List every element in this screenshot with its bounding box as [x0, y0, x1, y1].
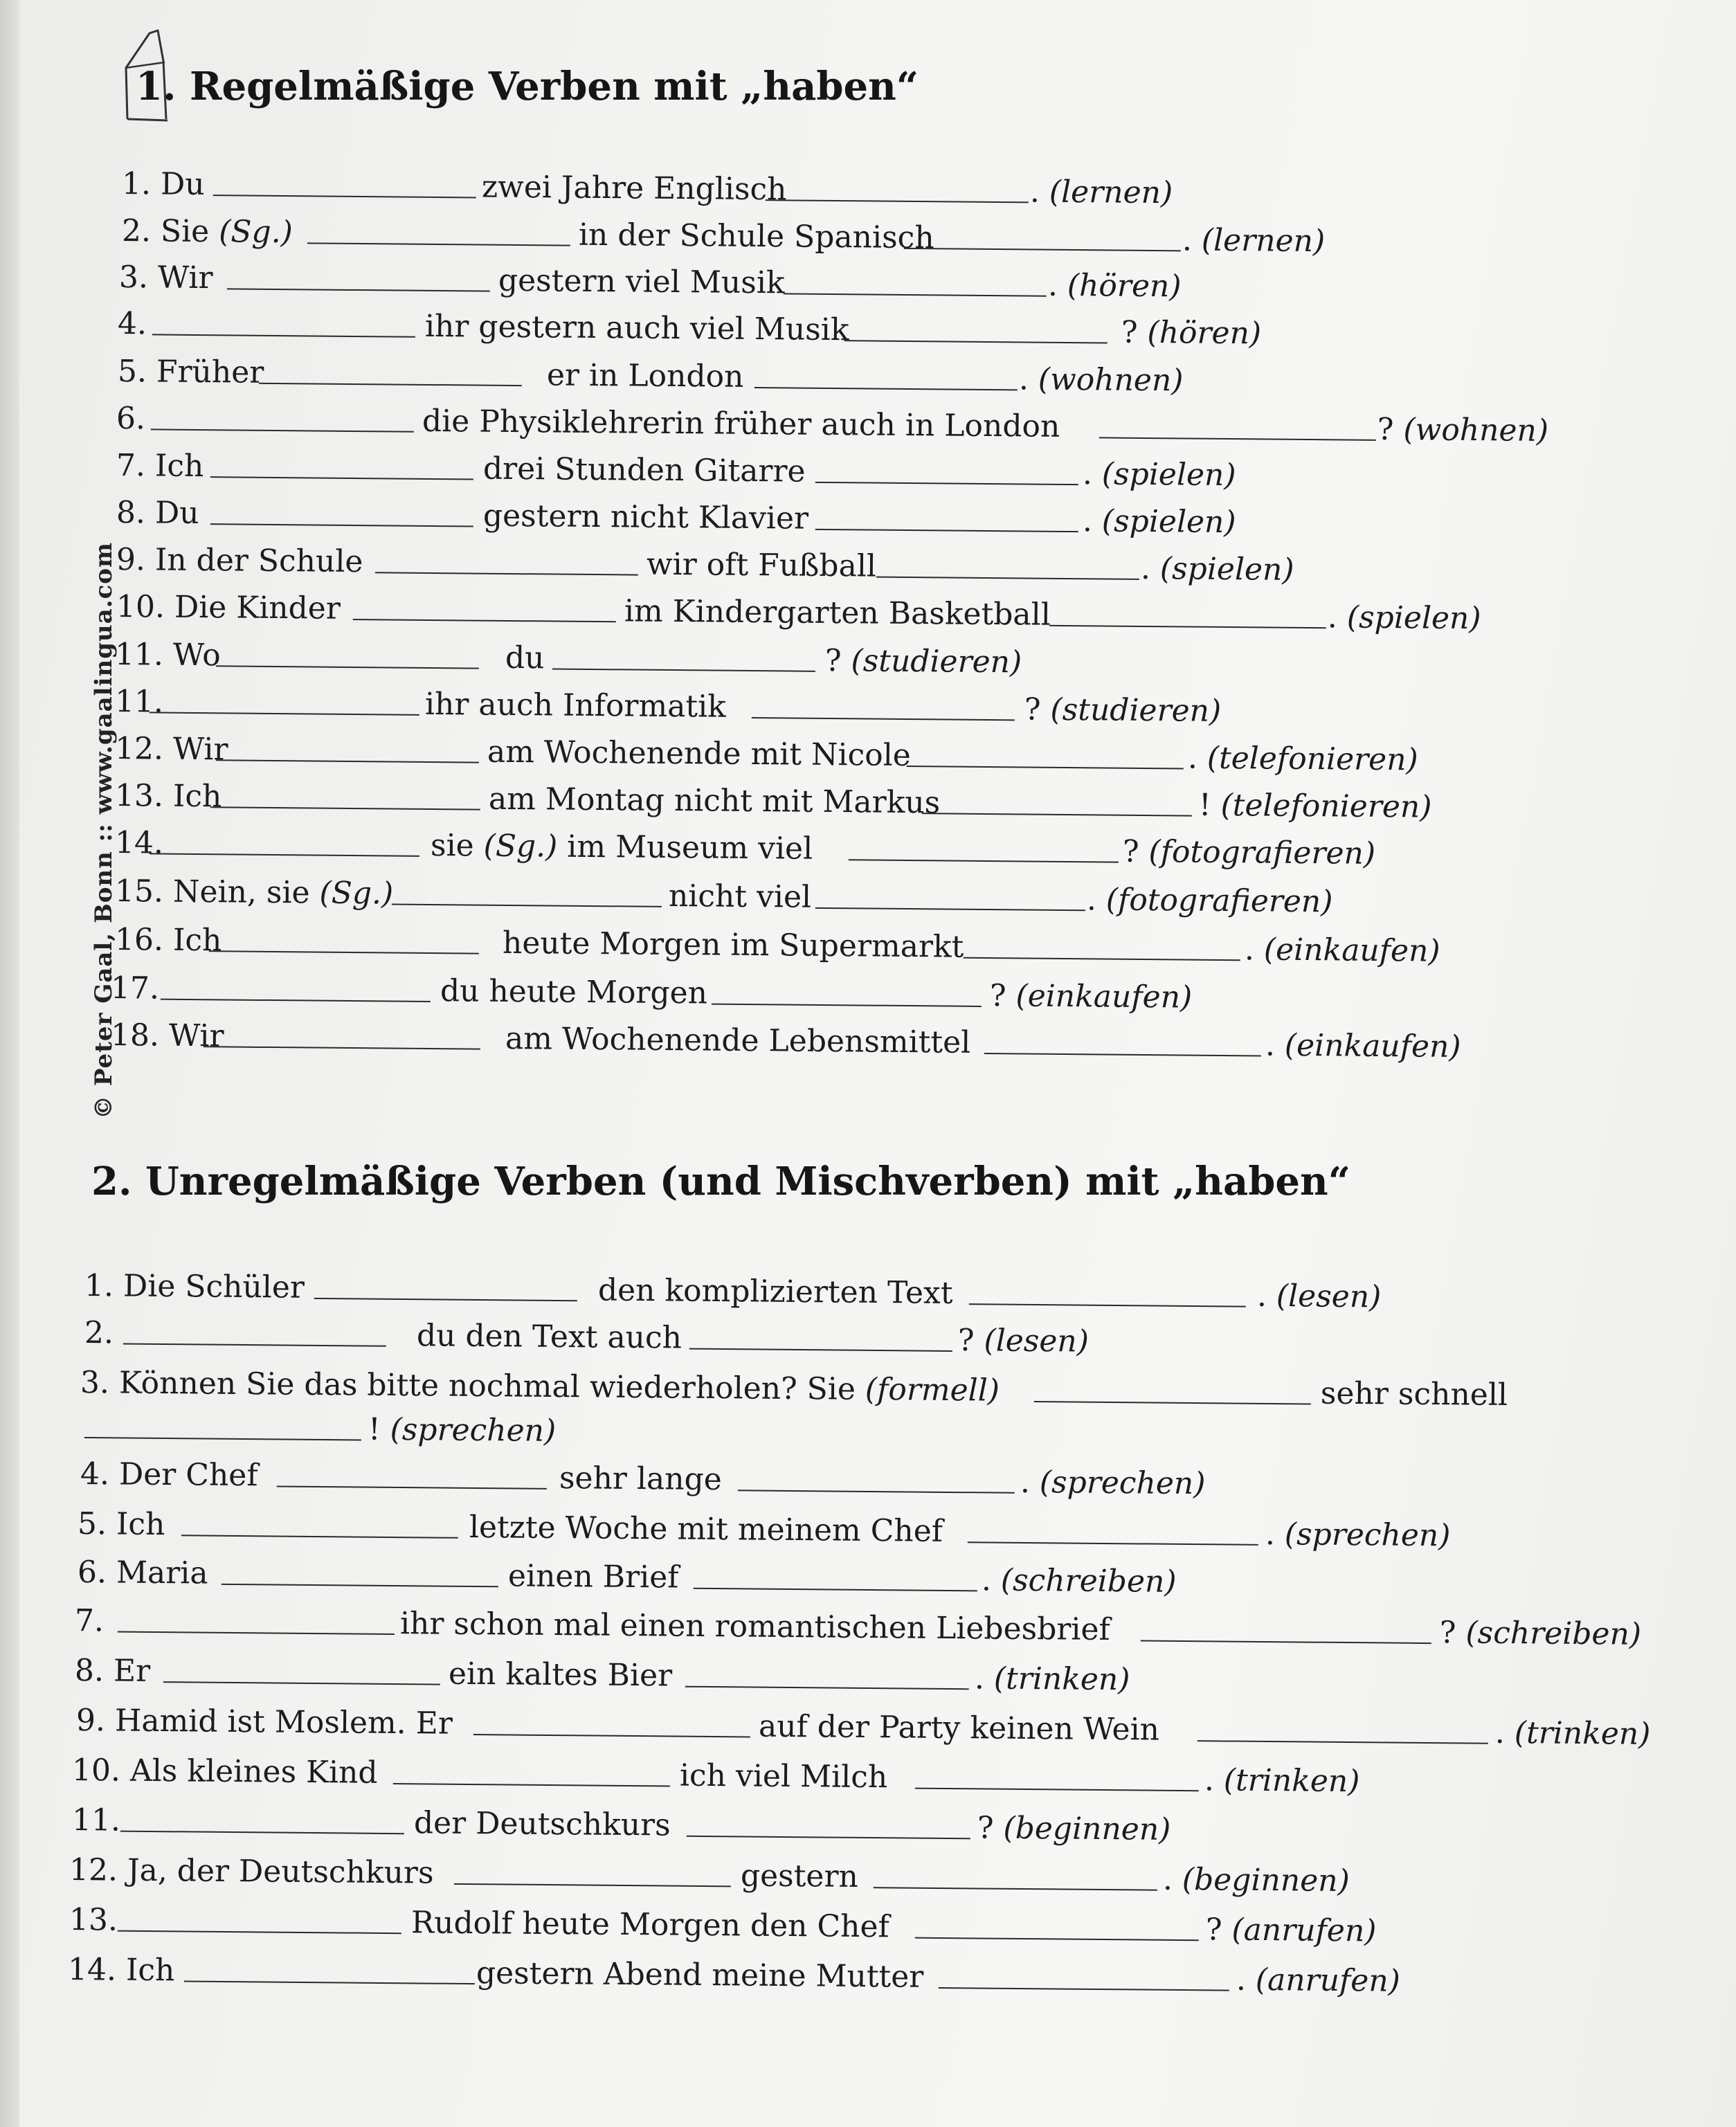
item-prompt: 10. Als kleines Kind — [71, 1753, 378, 1791]
answer-blank-participle[interactable] — [915, 1788, 1199, 1792]
answer-blank-verb[interactable] — [353, 619, 616, 622]
answer-blank-verb[interactable] — [210, 806, 480, 810]
item-verb-hint: . (wohnen) — [1018, 361, 1184, 399]
item-middle-text: drei Stunden Gitarre — [482, 451, 806, 489]
item-verb-hint: ? (studieren) — [824, 642, 1022, 680]
item-prompt: 4. — [117, 306, 147, 342]
item-middle-text: sie (Sg.) im Museum viel — [430, 827, 813, 867]
answer-blank-participle[interactable] — [984, 1053, 1261, 1056]
item-middle-text: gestern Abend meine Mutter — [476, 1955, 924, 1995]
answer-blank-verb[interactable] — [259, 383, 522, 386]
answer-blank-verb[interactable] — [375, 572, 638, 575]
item-verb-hint: . (sprechen) — [1020, 1464, 1206, 1502]
item-prompt: 6. — [116, 401, 146, 437]
answer-blank-verb[interactable] — [216, 665, 479, 669]
item-prompt: 5. Ich — [77, 1506, 165, 1543]
item-prompt: 4. Der Chef — [80, 1456, 258, 1494]
answer-blank-participle[interactable] — [874, 1887, 1157, 1891]
item-prompt: 11. — [71, 1802, 121, 1838]
item-prompt: 8. Er — [74, 1653, 151, 1689]
item-prompt: 8. Du — [116, 495, 199, 532]
answer-blank-participle[interactable] — [815, 529, 1078, 532]
answer-blank-participle[interactable] — [689, 1348, 952, 1352]
answer-blank-verb[interactable] — [314, 1298, 577, 1301]
item-verb-hint: ? (fotografieren) — [1122, 833, 1376, 871]
answer-blank-verb[interactable] — [161, 999, 431, 1002]
item-prompt: 6. Maria — [77, 1555, 208, 1591]
item-prompt: 14. — [114, 825, 164, 861]
answer-blank-participle[interactable] — [939, 1987, 1229, 1991]
answer-blank-participle[interactable] — [685, 1686, 969, 1690]
answer-blank-participle[interactable] — [1049, 625, 1326, 628]
answer-blank-verb[interactable] — [277, 1485, 547, 1489]
item-verb-hint: ? (hören) — [1121, 314, 1262, 352]
answer-blank-participle[interactable] — [815, 482, 1078, 485]
item-verb-hint: . (spielen) — [1327, 599, 1481, 637]
answer-blank-verb[interactable] — [307, 242, 570, 246]
item-middle-text: am Wochenende mit Nicole — [487, 734, 912, 774]
item-middle-text: im Kindergarten Basketball — [624, 593, 1051, 633]
item-verb-hint: . (telefonieren) — [1187, 740, 1418, 778]
item-middle-text: sehr lange — [559, 1460, 723, 1498]
item-prompt: 13. Ich — [114, 778, 222, 815]
item-verb-hint: ! (sprechen) — [368, 1411, 557, 1449]
answer-blank-participle[interactable] — [1197, 1740, 1488, 1744]
item-prompt: 17. — [110, 970, 160, 1006]
answer-blank-verb[interactable] — [118, 1930, 401, 1935]
answer-blank-participle[interactable] — [752, 717, 1015, 721]
answer-blank-verb[interactable] — [204, 1046, 480, 1049]
item-prompt: 1. Die Schüler — [84, 1268, 305, 1305]
item-verb-hint: . (schreiben) — [981, 1562, 1177, 1600]
item-middle-text: auf der Party keinen Wein — [758, 1708, 1160, 1748]
item-verb-hint: . (lernen) — [1182, 222, 1326, 260]
item-prompt: 16. Ich — [114, 922, 222, 959]
answer-blank-participle[interactable] — [754, 387, 1018, 390]
item-middle-text: gestern — [740, 1858, 859, 1894]
answer-blank-verb[interactable] — [210, 523, 473, 527]
item-prompt: 7. Ich — [116, 448, 204, 485]
item-verb-hint: ? (wohnen) — [1377, 411, 1549, 449]
item-verb-hint: . (einkaufen) — [1265, 1027, 1461, 1065]
section-1-number: 1. — [136, 64, 177, 109]
answer-blank-verb[interactable] — [118, 1631, 395, 1635]
item-middle-text: die Physiklehrerin früher auch in London — [422, 403, 1060, 444]
item-middle-text: ein kaltes Bier — [448, 1656, 673, 1694]
item-middle-text: du heute Morgen — [440, 973, 708, 1011]
section-1-title — [136, 64, 919, 109]
item-verb-hint: ? (schreiben) — [1439, 1615, 1642, 1652]
answer-blank-participle[interactable] — [876, 577, 1139, 580]
item-verb-hint: ? (beginnen) — [977, 1810, 1171, 1847]
item-middle-text: sehr schnell — [1320, 1375, 1508, 1413]
item-middle-text: ich viel Milch — [679, 1757, 888, 1795]
answer-blank-participle[interactable] — [738, 1490, 1015, 1493]
section-1-heading: Regelmäßige Verben mit „haben“ — [189, 64, 919, 109]
answer-blank-verb[interactable] — [216, 759, 479, 763]
item-prompt: 12. Wir — [114, 731, 228, 768]
item-middle-text: in der Schule Spanisch — [578, 217, 934, 256]
item-prompt: 10. Die Kinder — [116, 589, 341, 626]
section-2-title: 2. Unregelmäßige Verben (und Mischverben) mit „haben“ — [91, 1159, 1350, 1204]
answer-blank-participle[interactable] — [964, 957, 1240, 961]
answer-blank-participle[interactable] — [687, 1836, 970, 1840]
item-middle-text: er in London — [546, 357, 744, 395]
item-middle-text: der Deutschkurs — [413, 1805, 671, 1843]
item-prompt: 15. Nein, sie (Sg.) — [114, 874, 394, 912]
item-prompt: 7. — [74, 1603, 105, 1639]
answer-blank-participle[interactable] — [907, 766, 1184, 769]
item-middle-text: ihr auch Informatik — [424, 686, 727, 725]
answer-blank-participle[interactable] — [815, 907, 1085, 911]
item-middle-text: den komplizierten Text — [597, 1272, 953, 1311]
answer-blank-participle[interactable] — [968, 1541, 1258, 1546]
item-prompt: 2. Sie (Sg.) — [121, 213, 293, 251]
answer-blank-verb[interactable] — [209, 950, 479, 954]
answer-blank-verb[interactable] — [210, 476, 473, 480]
item-verb-hint: ? (anrufen) — [1205, 1912, 1377, 1949]
answer-blank-participle[interactable] — [922, 813, 1192, 816]
answer-blank-participle[interactable] — [1099, 437, 1376, 440]
item-verb-hint: . (spielen) — [1082, 503, 1236, 541]
item-verb-hint: ? (einkaufen) — [989, 978, 1193, 1015]
answer-blank-participle[interactable] — [694, 1588, 977, 1592]
item-verb-hint: ! (telefonieren) — [1198, 787, 1432, 825]
answer-blank-verb[interactable] — [163, 1681, 440, 1685]
answer-blank-verb[interactable] — [152, 334, 415, 337]
item-verb-hint: . (sprechen) — [1265, 1516, 1451, 1554]
item-prompt: 12. Ja, der Deutschkurs — [69, 1852, 434, 1891]
item-middle-text: nicht viel — [668, 878, 812, 915]
item-prompt: 3. Wir — [118, 260, 213, 296]
item-middle-text: du — [505, 640, 545, 676]
item-middle-text: gestern nicht Klavier — [482, 498, 809, 536]
item-middle-text: am Montag nicht mit Markus — [488, 781, 941, 821]
answer-blank-verb[interactable] — [454, 1883, 731, 1887]
answer-blank-verb[interactable] — [150, 853, 419, 856]
answer-blank-verb[interactable] — [393, 1783, 670, 1786]
answer-blank-verb[interactable] — [120, 1831, 404, 1835]
item-verb-hint: ? (studieren) — [1024, 691, 1222, 729]
item-middle-text: einen Brief — [507, 1558, 679, 1595]
answer-blank-verb[interactable] — [213, 194, 476, 198]
item-verb-hint: . (spielen) — [1140, 550, 1294, 588]
binder-edge — [0, 0, 19, 2127]
answer-blank-verb[interactable] — [151, 428, 414, 432]
item-prompt: 18. Wir — [110, 1017, 224, 1054]
item-prompt: 9. In der Schule — [116, 542, 363, 580]
item-middle-text: ihr schon mal einen romantischen Liebesbrief — [399, 1606, 1111, 1648]
item-verb-hint: . (lesen) — [1256, 1278, 1382, 1315]
answer-blank-verb[interactable] — [181, 1535, 458, 1538]
item-middle-text: wir oft Fußball — [646, 546, 877, 584]
answer-blank-verb[interactable] — [221, 1584, 498, 1587]
answer-blank-participle[interactable] — [849, 859, 1119, 862]
item-verb-hint: . (beginnen) — [1162, 1861, 1350, 1899]
answer-blank-verb[interactable] — [392, 903, 662, 907]
item-middle-text: Rudolf heute Morgen den Chef — [410, 1905, 890, 1945]
answer-blank-participle[interactable] — [552, 669, 815, 672]
answer-blank-participle[interactable] — [904, 248, 1181, 251]
item-verb-hint: . (trinken) — [974, 1660, 1130, 1698]
answer-blank-verb[interactable] — [123, 1343, 386, 1346]
answer-blank-participle[interactable] — [766, 199, 1029, 203]
item-verb-hint: . (trinken) — [1494, 1714, 1651, 1752]
item-verb-hint: . (spielen) — [1082, 456, 1236, 494]
answer-blank-verb[interactable] — [227, 288, 490, 291]
item-prompt: 2. — [84, 1315, 114, 1351]
answer-blank-participle[interactable] — [1034, 1401, 1311, 1404]
item-prompt: 3. Können Sie das bitte nochmal wiederholen? Sie (formell) — [80, 1365, 1000, 1409]
item-prompt: 9. Hamid ist Moslem. Er — [75, 1703, 453, 1741]
item-prompt: 1. Du — [121, 166, 205, 203]
answer-blank-participle[interactable] — [969, 1303, 1246, 1307]
item-verb-hint: ? (lesen) — [957, 1323, 1089, 1359]
item-middle-text: letzte Woche mit meinem Chef — [469, 1509, 943, 1549]
answer-blank-participle[interactable] — [915, 1937, 1199, 1942]
answer-blank-participle[interactable] — [712, 1004, 982, 1007]
answer-blank-verb[interactable] — [84, 1437, 361, 1440]
answer-blank-participle[interactable] — [844, 340, 1107, 343]
item-verb-hint: . (hören) — [1047, 267, 1182, 305]
item-prompt: 11. — [114, 684, 164, 720]
answer-blank-participle[interactable] — [784, 293, 1047, 296]
answer-blank-verb[interactable] — [473, 1734, 750, 1737]
item-middle-text: heute Morgen im Supermarkt — [502, 925, 964, 965]
item-middle-text: am Wochenende Lebensmittel — [505, 1020, 971, 1060]
item-verb-hint: . (fotografieren) — [1086, 882, 1333, 920]
item-middle-text: zwei Jahre Englisch — [481, 169, 787, 208]
item-middle-text: gestern viel Musik — [498, 262, 785, 301]
copyright-notice: © Peter Gaal, Bonn :: www.gaalingua.com — [90, 542, 118, 1119]
item-verb-hint: . (trinken) — [1204, 1762, 1360, 1800]
answer-blank-verb[interactable] — [184, 1980, 475, 1984]
answer-blank-participle[interactable] — [1141, 1640, 1431, 1644]
item-prompt: 14. Ich — [67, 1952, 175, 1989]
item-prompt: 13. — [69, 1902, 118, 1938]
item-prompt: 11. Wo — [114, 637, 221, 673]
answer-blank-verb[interactable] — [150, 712, 419, 715]
item-middle-text: du den Text auch — [416, 1318, 682, 1356]
item-prompt: 5. Früher — [117, 354, 264, 390]
item-middle-text: ihr gestern auch viel Musik — [424, 308, 849, 348]
item-verb-hint: . (einkaufen) — [1244, 932, 1440, 969]
item-verb-hint: . (lernen) — [1029, 174, 1173, 211]
item-verb-hint: . (anrufen) — [1236, 1962, 1401, 1999]
